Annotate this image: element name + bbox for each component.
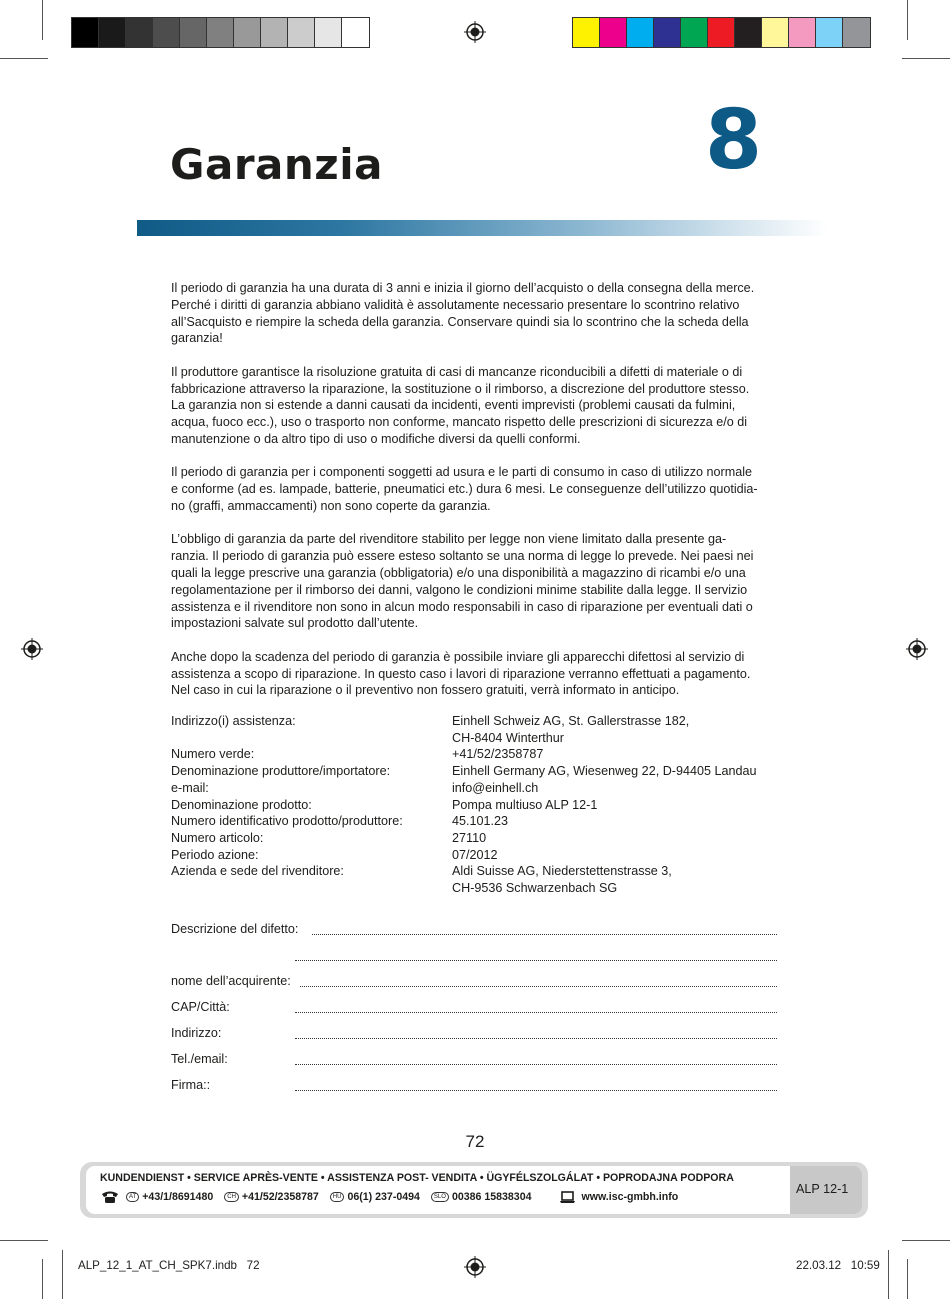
color-swatch — [99, 18, 126, 47]
phone-number: 00386 15838304 — [451, 1191, 532, 1203]
paragraph: Anche dopo la scadenza del periodo di garanzia è possibile inviare gli apparecchi difettosi al servizio di assistenza a scopo di riparazione. In questo caso i lavori di riparazione verranno effettuati a pagamento. Nel caso in cui la riparazione o il preventivo non fossero gratuiti, verrà informato in anticipo. — [171, 649, 751, 698]
color-swatch — [708, 18, 735, 47]
form-row-phone — [171, 1052, 777, 1078]
phone-entry — [224, 1191, 319, 1203]
warranty-form — [171, 922, 777, 1104]
service-info-table — [171, 713, 782, 897]
phone-entry — [126, 1191, 213, 1203]
form-row-defect — [171, 922, 777, 948]
color-swatch — [843, 18, 870, 47]
info-row — [171, 847, 782, 864]
city-label: CAP/Città: — [171, 1000, 230, 1014]
color-swatch — [735, 18, 762, 47]
color-swatch — [681, 18, 708, 47]
defect-label: Descrizione del difetto: — [171, 922, 299, 936]
info-row — [171, 880, 782, 897]
address-label: Indirizzo: — [171, 1026, 222, 1040]
color-swatch — [342, 18, 369, 47]
defect-field-line-2[interactable] — [295, 960, 777, 961]
info-label: Numero articolo: — [171, 830, 264, 845]
country-badge: CH — [224, 1192, 239, 1202]
info-label: Periodo azione: — [171, 847, 259, 862]
paragraph: Il periodo di garanzia ha una durata di 3 anni e inizia il giorno dell’acquisto o della consegna della merce. Perché i diritti di garanzia abbiano validità è assolutamente necessario presentare lo scontrino relativo all’Sacquisto e riempire la scheda della garanzia. Conservare quindi sia lo scontrino che la scheda della garanzia! — [171, 281, 755, 346]
service-languages: KUNDENDIENST • SERVICE APRÈS-VENTE • ASSISTENZA POST- VENDITA • ÜGYFÉLSZOLGÁLAT • POPRODAJNA PODPORA — [100, 1172, 734, 1184]
form-row-defect-continued — [171, 948, 777, 974]
info-value: CH-9536 Schwarzenbach SG — [452, 881, 618, 896]
info-value: Einhell Schweiz AG, St. Gallerstrasse 182, — [452, 714, 690, 728]
info-label: Denominazione produttore/importatore: — [171, 764, 391, 779]
info-row — [171, 730, 782, 747]
info-label: Denominazione prodotto: — [171, 797, 312, 812]
registration-mark-icon — [21, 638, 43, 660]
info-label: Azienda e sede del rivenditore: — [171, 864, 344, 879]
website-link[interactable]: www.isc-gmbh.info — [581, 1191, 679, 1203]
crop-mark — [907, 0, 908, 40]
crop-mark — [42, 1259, 43, 1299]
color-swatch — [180, 18, 207, 47]
info-value: info@einhell.ch — [452, 780, 539, 795]
header-gradient-band — [137, 220, 827, 236]
model-label: ALP 12-1 — [796, 1182, 849, 1196]
registration-mark-icon — [906, 638, 928, 660]
laptop-icon — [559, 1191, 576, 1204]
info-value: 07/2012 — [452, 847, 498, 862]
date-slug: 22.03.12 10:59 — [796, 1259, 880, 1272]
color-swatch — [315, 18, 342, 47]
color-swatch — [600, 18, 627, 47]
crop-mark — [902, 58, 950, 59]
info-row — [171, 763, 782, 780]
info-row — [171, 830, 782, 847]
crop-mark — [0, 1240, 48, 1241]
info-row — [171, 746, 782, 763]
crop-mark — [902, 1240, 950, 1241]
crop-mark — [42, 0, 43, 40]
info-value: CH-8404 Winterthur — [452, 730, 564, 745]
phone-number: +41/52/2358787 — [241, 1191, 319, 1203]
defect-field[interactable] — [312, 934, 777, 935]
address-field[interactable] — [295, 1038, 777, 1039]
info-value: Pompa multiuso ALP 12-1 — [452, 797, 598, 812]
color-swatch — [816, 18, 843, 47]
color-swatch — [762, 18, 789, 47]
info-value: 45.101.23 — [452, 814, 509, 829]
buyer-name-label: nome dell’acquirente: — [171, 974, 291, 988]
crop-mark — [0, 58, 48, 59]
info-value: +41/52/2358787 — [452, 747, 544, 762]
form-row-signature — [171, 1078, 777, 1104]
warranty-text — [171, 280, 781, 716]
color-swatch — [789, 18, 816, 47]
color-swatch — [153, 18, 180, 47]
info-row — [171, 863, 782, 880]
info-label — [171, 730, 452, 747]
info-label — [171, 880, 452, 897]
form-row-buyer — [171, 974, 777, 1000]
info-row — [171, 713, 782, 730]
registration-mark-icon — [464, 1256, 486, 1278]
info-label: Numero identificativo prodotto/produttore: — [171, 814, 403, 829]
info-value: Einhell Germany AG, Wiesenweg 22, D-94405 Landau — [452, 764, 757, 779]
service-contacts — [100, 1190, 678, 1204]
color-swatch — [261, 18, 288, 47]
crop-mark — [907, 1259, 908, 1299]
paragraph: Il produttore garantisce la risoluzione gratuita di casi di mancanze riconducibili a difetti di materiale o di fabbricazione attraverso la riparazione, la sostituzione o il rimborso, a discrezione del produttore stesso. La garanzia non si estende a danni causati da incidenti, eventi imprevisti (problemi causati da fulmini, acqua, fuoco ecc.), uso o trasporto non conforme, mancato rispetto delle prescrizioni di sicurezza e/o di manutenzione o da altro tipo di uso o modifiche diversi da quelli conformi. — [171, 364, 750, 446]
city-field[interactable] — [295, 1012, 777, 1013]
registration-mark-icon — [464, 21, 486, 43]
page-number: 72 — [465, 1132, 485, 1151]
grayscale-color-bar — [71, 17, 370, 48]
info-label: Numero verde: — [171, 747, 255, 762]
info-row — [171, 780, 782, 797]
phone-number: +43/1/8691480 — [142, 1191, 214, 1203]
phone-entry — [330, 1191, 420, 1203]
color-swatch — [207, 18, 234, 47]
color-swatch — [627, 18, 654, 47]
file-slug: ALP_12_1_AT_CH_SPK7.indb 72 — [78, 1259, 260, 1272]
form-row-address — [171, 1026, 777, 1052]
phone-number: 06(1) 237-0494 — [347, 1191, 420, 1203]
phone-email-label: Tel./email: — [171, 1052, 228, 1066]
telephone-icon — [100, 1190, 120, 1204]
country-badge: SLO — [431, 1192, 449, 1202]
info-label: e-mail: — [171, 780, 209, 795]
buyer-name-field[interactable] — [300, 986, 777, 987]
signature-field[interactable] — [295, 1090, 777, 1091]
color-swatch — [288, 18, 315, 47]
country-badge: AT — [126, 1192, 139, 1202]
process-color-bar — [572, 17, 871, 48]
color-swatch — [573, 18, 600, 47]
phone-entry — [431, 1191, 532, 1203]
color-swatch — [72, 18, 99, 47]
phone-email-field[interactable] — [295, 1064, 777, 1065]
info-label: Indirizzo(i) assistenza: — [171, 714, 296, 728]
paragraph: Il periodo di garanzia per i componenti soggetti ad usura e le parti di consumo in caso di utilizzo normale e conforme (ad es. lampade, batterie, pneumatici etc.) dura 6 mesi. Le conseguenze dell’utilizzo quotidia- no (graffi, ammaccamenti) non sono coperte da garanzia. — [171, 465, 758, 513]
crop-mark — [62, 1250, 63, 1299]
color-swatch — [654, 18, 681, 47]
info-row — [171, 813, 782, 830]
info-value: Aldi Suisse AG, Niederstettenstrasse 3, — [452, 864, 672, 879]
form-row-city — [171, 1000, 777, 1026]
crop-mark — [888, 1250, 889, 1299]
page-title: Garanzia — [170, 140, 383, 189]
chapter-number: 8 — [705, 93, 763, 188]
paragraph: L’obbligo di garanzia da parte del rivenditore stabilito per legge non viene limitato dalla presente ga- ranzia. Il periodo di garanzia può essere esteso soltanto se una norma di legge lo prevede. Nei paesi nei quali la legge prescrive una garanzia (obbligatoria) e/o una disponibilità a magazzino di ricambi e/o una regolamentazione per il rimborso dei danni, valgono le condizioni minime stabilite dalla legge. Il servizio assistenza e il rivenditore non sono in alcun modo responsabili in caso di riparazione per eventuali dati o impostazioni salvate sul prodotto dall’utente. — [171, 532, 754, 631]
info-value: 27110 — [452, 830, 487, 845]
info-row — [171, 797, 782, 814]
signature-label: Firma:: — [171, 1078, 211, 1092]
color-swatch — [234, 18, 261, 47]
country-badge: HU — [330, 1192, 345, 1202]
color-swatch — [126, 18, 153, 47]
